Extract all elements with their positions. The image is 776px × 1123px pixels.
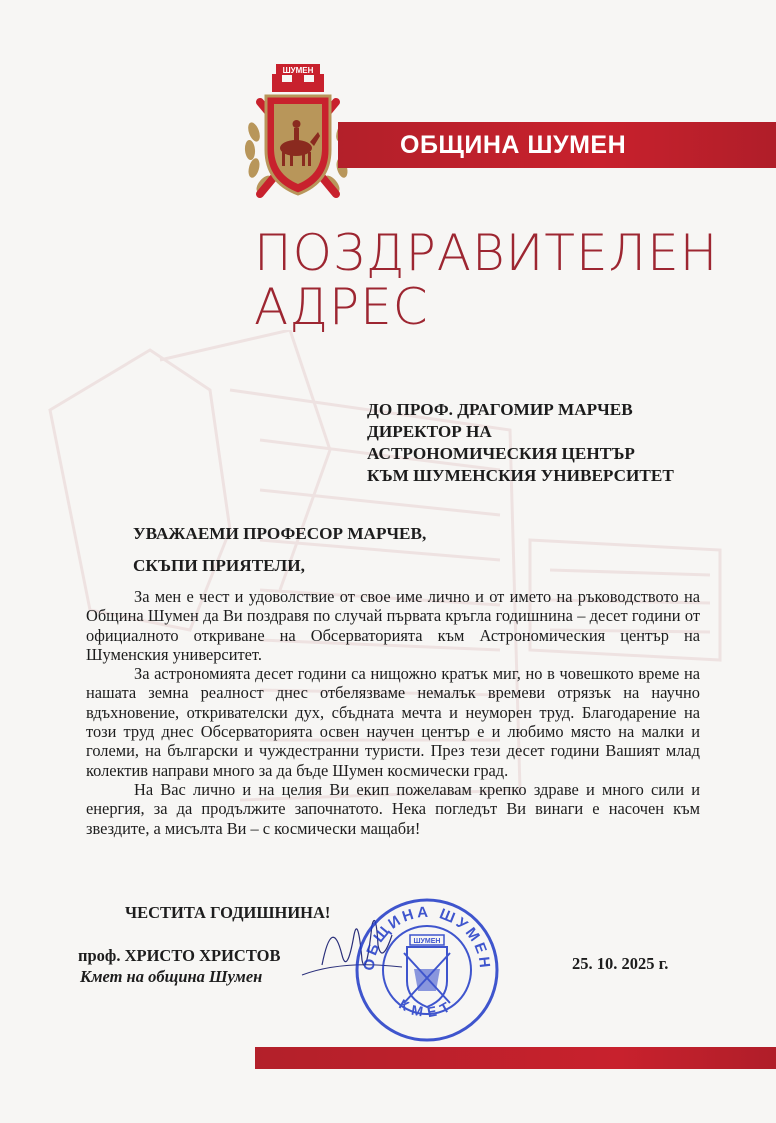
body-paragraph-2: За астрономията десет години са нищожно кратък миг, но в човешкото време на нашата земна реалност днес отбелязваме немалък времеви отрязък на научно вдъхновение, откривателски дух, сбъдната мечта и неуморен труд. Благодарение на този труд днес Обсерваторията освен научен център е и любимо място на малки и големи, на български и чуждестранни туристи. През тези десет години Вашият млад колектив направи много за да бъде Шумен космически град. [86, 664, 700, 780]
body-paragraph-3: На Вас лично и на целия Ви екип пожелавам крепко здраве и много сили и енергия, за да продължите започнатото. Нека погледът Ви винаги е насочен към звездите, а мисълта Ви – с космически мащаби! [86, 779, 700, 838]
title-line-1: ПОЗДРАВИТЕЛЕН [254, 224, 719, 282]
title-line-2: АДРЕС [254, 278, 429, 336]
letter-body [86, 587, 700, 838]
addressee-block [367, 399, 674, 487]
addressee-line-1: ДО ПРОФ. ДРАГОМИР МАРЧЕВ [367, 400, 633, 419]
document-title [254, 226, 718, 334]
signer-name: проф. ХРИСТО ХРИСТОВ [78, 946, 281, 965]
salutation-line-1: УВАЖАЕМИ ПРОФЕСОР МАРЧЕВ, [133, 524, 427, 543]
addressee-line-2: ДИРЕКТОР НА [367, 422, 492, 441]
stamp-top-text: ОБЩИНА ШУМЕН [360, 903, 494, 972]
document-date: 25. 10. 2025 г. [572, 954, 669, 973]
banner-title: ОБЩИНА ШУМЕН [400, 131, 627, 159]
closing-line: ЧЕСТИТА ГОДИШНИНА! [125, 903, 331, 922]
salutation-line-2: СКЪПИ ПРИЯТЕЛИ, [133, 556, 305, 575]
official-stamp [352, 895, 502, 1045]
body-paragraph-1: За мен е чест и удоволствие от свое име лично и от името на ръководството на Община Шумен да Ви поздравя по случай първата кръгла годишнина – десет години от официалното откриване на Обсерваторията към Астрономическия център на Шуменския университет. [86, 587, 700, 664]
signer-title: Кмет на община Шумен [80, 967, 263, 986]
stamp-inner-label: ШУМЕН [413, 938, 441, 945]
footer-bar [255, 1047, 776, 1069]
svg-text:КМЕТ [396, 996, 457, 1021]
addressee-line-3: АСТРОНОМИЧЕСКИЯ ЦЕНТЪР [367, 444, 635, 463]
addressee-line-4: КЪМ ШУМЕНСКИЯ УНИВЕРСИТЕТ [367, 466, 674, 485]
crest-label: ШУМЕН [282, 66, 314, 75]
municipality-banner [338, 122, 776, 168]
stamp-bottom-text: КМЕТ [396, 995, 458, 1021]
